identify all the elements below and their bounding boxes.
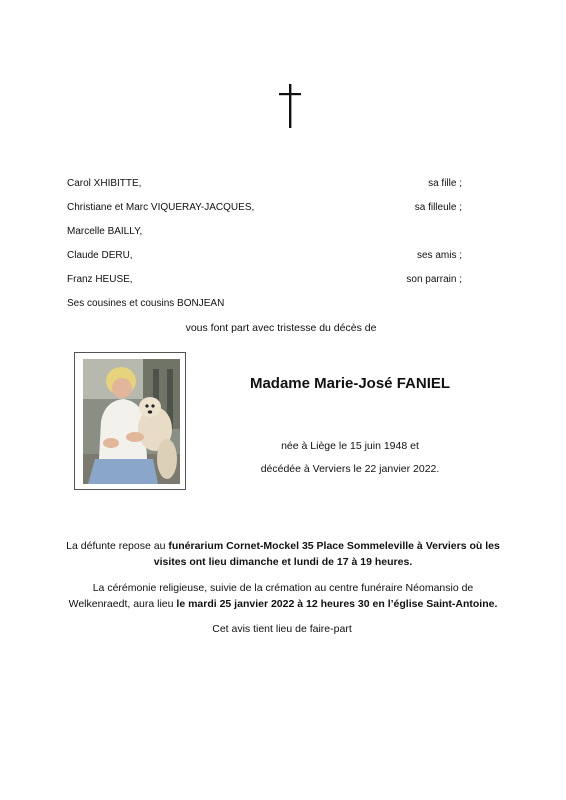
deceased-name: Madame Marie-José FANIEL	[249, 375, 451, 392]
portrait-photo	[74, 352, 186, 490]
family-relation: son parrain ;	[406, 274, 462, 285]
family-name: Ses cousines et cousins BONJEAN	[67, 298, 225, 309]
repose-bold-2: visites ont lieu dimanche et lundi de 17 à 19 heures.	[153, 556, 413, 568]
family-name: Marcelle BAILLY,	[67, 226, 143, 237]
repose-bold-1: funérarium Cornet-Mockel 35 Place Sommeleville à Verviers où les	[168, 540, 500, 552]
family-name: Franz HEUSE,	[67, 274, 133, 285]
family-relation: sa fille ;	[428, 178, 462, 189]
family-name: Claude DERU,	[67, 250, 133, 261]
birth-line: née à Liège le 15 juin 1948 et	[281, 440, 419, 452]
ceremony-paragraph	[50, 580, 516, 612]
latin-cross-icon	[277, 84, 303, 128]
family-relation: ses amis ;	[416, 250, 462, 261]
closing-text: Cet avis tient lieu de faire-part	[212, 623, 352, 635]
repose-text: La défunte repose au	[66, 540, 169, 552]
death-line: décédée à Verviers le 22 janvier 2022.	[260, 463, 440, 475]
portrait-image	[83, 359, 180, 484]
family-name: Carol XHIBITTE,	[67, 178, 142, 189]
ceremony-line-1: La cérémonie religieuse, suivie de la crémation au centre funéraire Néomansio de	[92, 582, 474, 594]
ceremony-text: Welkenraedt, aura lieu	[68, 598, 177, 610]
ceremony-bold: le mardi 25 janvier 2022 à 12 heures 30 en l’église Saint-Antoine.	[176, 598, 498, 610]
family-name: Christiane et Marc VIQUERAY-JACQUES,	[67, 202, 255, 213]
intro-text: vous font part avec tristesse du décès de	[185, 322, 377, 334]
family-relation: sa filleule ;	[414, 202, 462, 213]
repose-paragraph	[50, 538, 516, 570]
